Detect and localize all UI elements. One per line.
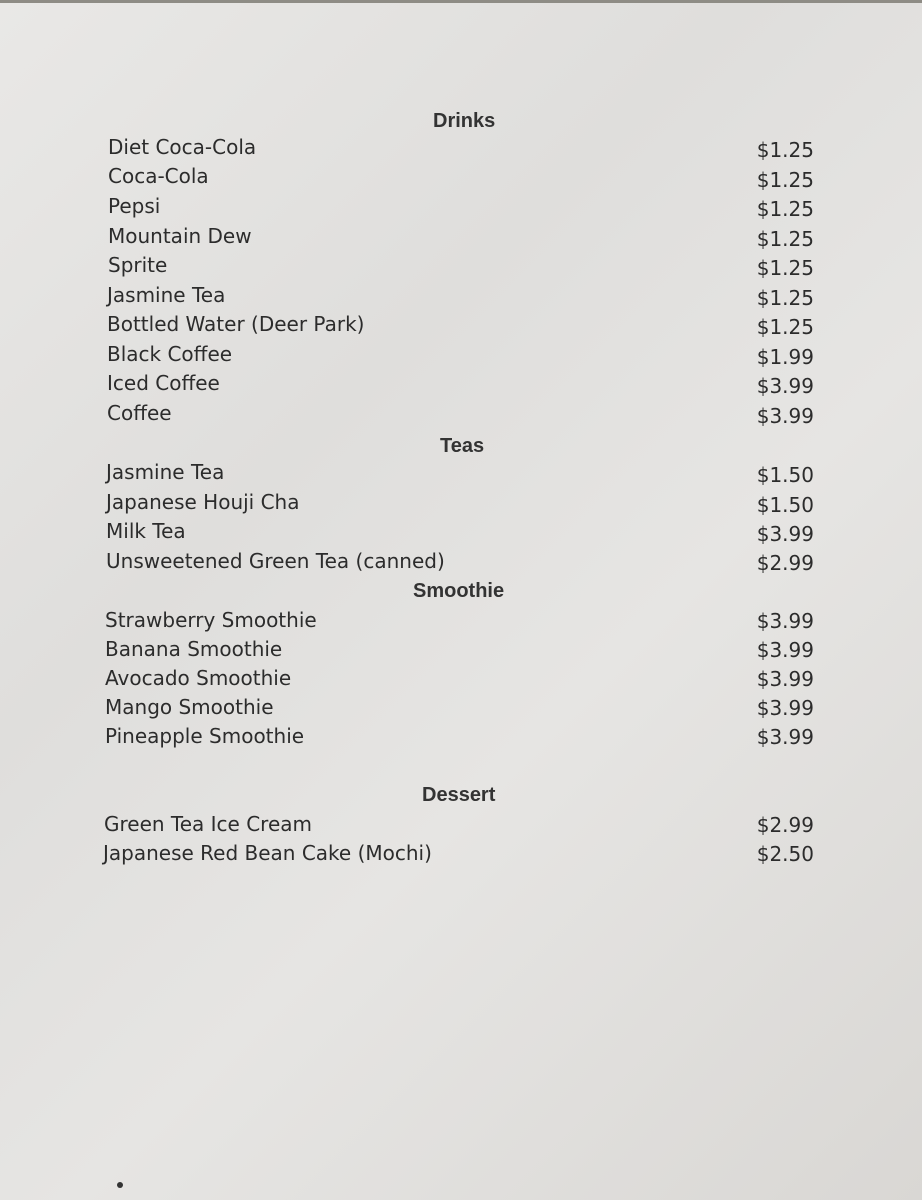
menu-item-name: Mango Smoothie	[105, 695, 274, 719]
section-heading-dessert: Dessert	[422, 784, 496, 806]
menu-item-name: Coffee	[107, 401, 172, 425]
menu-item-name: Japanese Houji Cha	[106, 490, 300, 514]
menu-item-name: Mountain Dew	[108, 224, 252, 248]
section-heading-drinks: Drinks	[433, 110, 496, 132]
menu-item-name: Iced Coffee	[107, 371, 220, 395]
menu-item-price: $3.99	[756, 522, 814, 546]
menu-item-name: Unsweetened Green Tea (canned)	[106, 549, 445, 573]
menu-item-price: $1.25	[756, 227, 814, 251]
section-heading-smoothie: Smoothie	[413, 580, 505, 602]
menu-item-price: $1.25	[756, 286, 814, 310]
menu-item-name: Pepsi	[108, 194, 161, 218]
menu-item-name: Pineapple Smoothie	[105, 724, 305, 748]
menu-item-price: $1.25	[756, 168, 814, 192]
menu-item-name: Banana Smoothie	[105, 637, 283, 661]
menu-item-name: Green Tea Ice Cream	[104, 812, 313, 836]
menu-item-price: $1.25	[756, 256, 814, 280]
menu-item-price: $2.50	[756, 842, 814, 866]
menu-item-price: $3.99	[756, 696, 814, 720]
menu-item-name: Strawberry Smoothie	[105, 608, 317, 632]
menu-item-name: Diet Coca-Cola	[108, 135, 257, 159]
menu-item-name: Sprite	[108, 253, 168, 277]
menu-item-name: Avocado Smoothie	[105, 666, 292, 690]
menu-item-name: Jasmine Tea	[106, 460, 225, 484]
menu-item-name: Milk Tea	[106, 519, 186, 543]
menu-item-price: $3.99	[756, 667, 814, 691]
menu-item-price: $1.50	[756, 493, 814, 517]
menu-item-price: $3.99	[756, 638, 814, 662]
menu-item-price: $3.99	[756, 374, 814, 398]
menu-item-price: $1.25	[756, 138, 814, 162]
menu-item-price: $1.50	[756, 463, 814, 487]
menu-item-price: $2.99	[756, 813, 814, 837]
menu-item-name: Coca-Cola	[108, 164, 209, 188]
menu-item-price: $2.99	[756, 551, 814, 575]
menu-item-name: Japanese Red Bean Cake (Mochi)	[103, 841, 432, 865]
menu-item-price: $1.25	[756, 197, 814, 221]
menu-item-price: $1.99	[756, 345, 814, 369]
paper-speck	[117, 1182, 123, 1188]
menu-item-price: $3.99	[756, 609, 814, 633]
menu-item-name: Jasmine Tea	[107, 283, 226, 307]
menu-item-price: $1.25	[756, 315, 814, 339]
menu-item-name: Bottled Water (Deer Park)	[107, 312, 365, 336]
menu-item-price: $3.99	[756, 404, 814, 428]
menu-item-price: $3.99	[756, 725, 814, 749]
menu-item-name: Black Coffee	[107, 342, 233, 366]
section-heading-teas: Teas	[440, 435, 485, 457]
